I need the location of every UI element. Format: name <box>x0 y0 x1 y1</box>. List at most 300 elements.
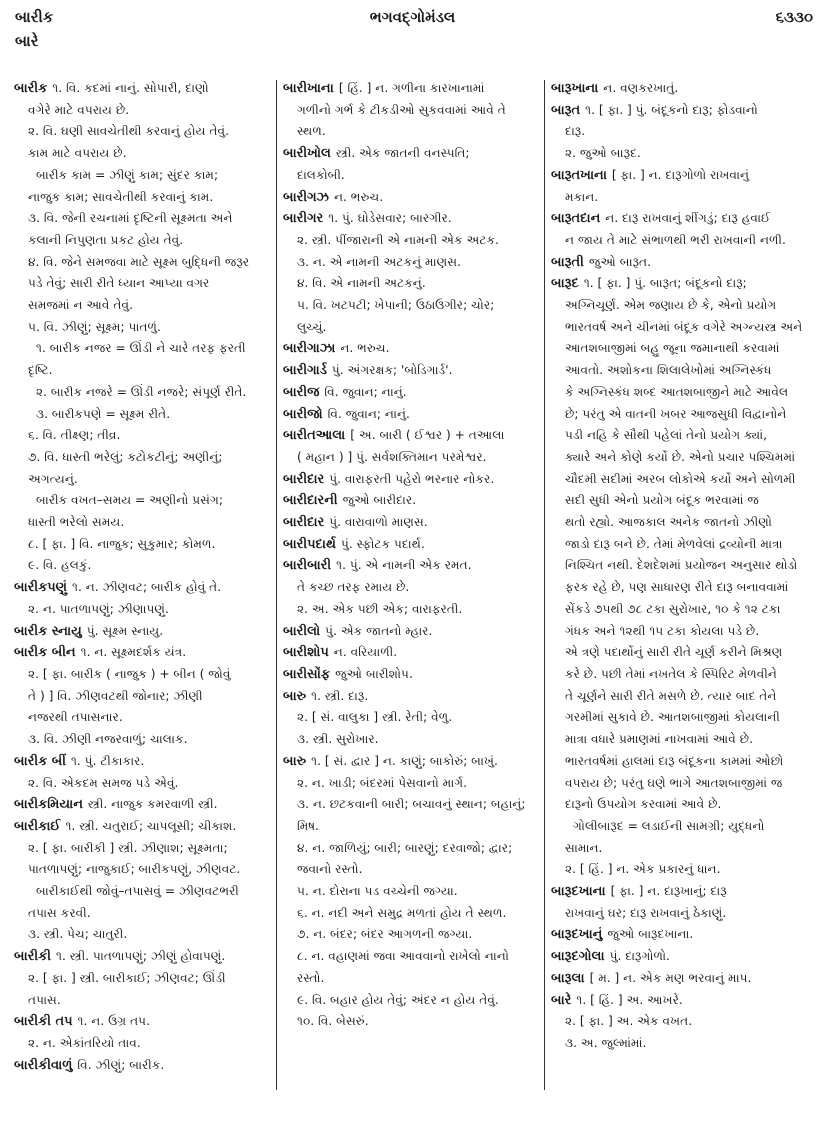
headword: બારુ <box>283 688 307 704</box>
definition-text: ન. વરિયાળી. <box>333 645 398 660</box>
entry-line <box>14 1011 272 1033</box>
definition-text: વિ. જુવાન; નાનું. <box>327 406 410 421</box>
definition-text: ન. ભરુચ. <box>340 341 390 356</box>
definition-text: જુઓ બારીદાર. <box>342 493 417 508</box>
definition-line <box>14 881 272 903</box>
definition-text: ૩. બારીકપણે = સૂક્ષ્મ રીતે. <box>36 406 171 421</box>
definition-text: કામ માટે વપરાય છે. <box>28 146 127 161</box>
entry-line <box>551 78 815 100</box>
headword: બારીગાર્ડ <box>283 363 327 379</box>
definition-text: આતશબાજીમાં બહુ જૂના જમાનાથી કરવામાં <box>565 341 780 356</box>
headword: બારૂદખાના <box>551 884 606 900</box>
definition-text: સેંકડે ૭૫થી ૭૮ ટકા સુરોખાર, ૧૦ કે ૧૨ ટકા <box>565 601 781 616</box>
definition-text: ૨. જુઓ બારૂદ. <box>565 146 641 161</box>
headword: બારીપદાર્થ <box>283 536 336 552</box>
definition-text: તપાસ કરવી. <box>28 905 91 920</box>
entry-line <box>283 187 541 209</box>
entry-line <box>14 751 272 773</box>
definition-text: કરે છે. પછી તેમાં નખતેલ કે સ્પિરિટ મેળવીને <box>565 666 777 681</box>
definition-text: ૧. [ ફા. ] પું. બંદૂકનો દારૂ; ફોડવાનો <box>585 102 758 117</box>
definition-line <box>283 447 541 469</box>
definition-line <box>551 838 815 860</box>
definition-line <box>551 230 815 252</box>
definition-text: ૪. વિ. એ નામની અટકનું. <box>297 276 426 291</box>
definition-line <box>14 187 272 209</box>
entry-line <box>551 100 815 122</box>
definition-text: ૯. વિ. બહાર હોય તેવું; અંદર ન હોય તેવું. <box>297 992 499 1007</box>
definition-line <box>283 230 541 252</box>
definition-text: તપાસ. <box>28 992 61 1007</box>
entry-line <box>551 273 815 295</box>
definition-text: ૨. બારીક નજરે = ઊંડી નજરે; સંપૂર્ણ રીતે. <box>36 384 247 399</box>
definition-text: ૬. વિ. તીક્ષ્ણ; તીવ્ર. <box>28 428 121 443</box>
definition-text: ૨. [ ફા. બારીક ( નાજુક ) + બીન ( જોવું <box>28 666 231 681</box>
headword: બારીખોલ <box>283 146 331 162</box>
definition-text: ધાસ્તી ભરેલો સમય. <box>28 515 125 530</box>
entry-line <box>14 794 272 816</box>
definition-text: કલાની નિપુણતા પ્રકટ હોય તેવું. <box>28 232 184 247</box>
definition-text: ન. ભરુચ. <box>333 189 384 204</box>
definition-text: નિશ્ચિત નથી. દેશદેશમાં પ્રયોજન અનુસાર થોડો <box>565 558 798 573</box>
headword: બારીક બીં <box>14 753 66 769</box>
definition-line <box>14 707 272 729</box>
entry-line <box>14 642 272 664</box>
definition-text: ૧. સ્ત્રી. ચતુરાઈ; ચાપલૂસી; ચીકાશ. <box>65 818 237 833</box>
definition-text: ગંધક અને ૧૨થી ૧૫ ટકા કોયલા પડે છે. <box>565 623 760 638</box>
definition-line <box>283 816 541 838</box>
definition-text: સ્ત્રી. નાજુક કમરવાળી સ્ત્રી. <box>87 797 218 812</box>
definition-line <box>14 1033 272 1055</box>
definition-line <box>14 773 272 795</box>
definition-text: ૨. વિ. એકદમ સમજ પડે એવું. <box>28 775 179 790</box>
definition-text: સ્થળ. <box>297 124 326 139</box>
entry-line <box>283 382 541 404</box>
headword: બારીજ <box>283 384 320 400</box>
definition-text: અગ્નિચૂર્ણ. એમ જણાય છે કે, એનો પ્રયોગ <box>565 298 777 313</box>
entry-line <box>551 946 815 968</box>
definition-text: પું. એક જાતનો મ્હાર. <box>325 623 433 638</box>
definition-text: પું. સૂક્ષ્મ સ્નાયુ. <box>86 623 164 638</box>
definition-line <box>283 903 541 925</box>
definition-text: જાડો દારૂ બને છે. તેમાં મેળવેલાં દ્રવ્યોની માત્રા <box>565 536 783 551</box>
entry-line <box>283 208 541 230</box>
definition-line <box>551 664 815 686</box>
definition-text: વિ. ઝીણું; બારીક. <box>77 1057 165 1072</box>
definition-text: મકાન. <box>565 189 599 204</box>
definition-text: ( મહાન ) ] પું. સર્વશક્તિમાન પરમેશ્વર. <box>297 449 487 464</box>
entry-line <box>283 686 541 708</box>
definition-line <box>551 317 815 339</box>
definition-text: રસ્તો. <box>297 970 325 985</box>
definition-line <box>283 273 541 295</box>
definition-text: ૩. સ્ત્રી. સુરોખાર. <box>297 732 379 747</box>
definition-text: સમજમાં ન આવે તેવું. <box>28 298 133 313</box>
entry-line <box>14 621 272 643</box>
definition-line <box>14 208 272 230</box>
headword: બારૂતી <box>551 254 584 270</box>
column-1 <box>14 78 272 1076</box>
definition-line <box>14 859 272 881</box>
definition-line <box>283 838 541 860</box>
definition-text: ૧. ન. ઉગ્ર તપ. <box>77 1014 150 1029</box>
definition-line <box>551 1011 815 1033</box>
definition-line <box>551 512 815 534</box>
headword: બારુ <box>283 753 307 769</box>
definition-line <box>14 534 272 556</box>
page-title: ભગવદ્ગોમંડલ <box>369 8 456 26</box>
headword: બારીકપણું <box>14 580 68 596</box>
definition-text: લુચ્ચું. <box>297 319 327 334</box>
definition-text: ૮. ન. વહાણમાં જવા આવવાનો રાખેલો નાનો <box>297 949 509 964</box>
definition-line <box>14 512 272 534</box>
headword: બારીગર <box>283 211 324 227</box>
entry-line <box>551 968 815 990</box>
definition-text: પડે તેવું; સારી રીતે ધ્યાન આપ્યા વગર <box>28 276 210 291</box>
definition-text: ૭. વિ. ધાસ્તી ભરેલું; કટોકટીનું; અણીનું; <box>28 449 223 464</box>
definition-text: [ અ. બારી ( ઈશ્વર ) + તઆલા <box>350 428 505 443</box>
definition-text: દૃષ્ટિ. <box>28 363 53 378</box>
definition-text: વપરાય છે; પરંતુ ઘણે ભાગે આતશબાજીમાં જ <box>565 775 783 790</box>
entry-line <box>551 990 815 1012</box>
definition-text: આવતો. અશોકના શિલાલેખોમાં અગ્નિસ્કંધ <box>565 363 772 378</box>
definition-line <box>551 187 815 209</box>
definition-text: ન જાય તે માટે સંભાળથી ભરી રાખવાની નળી. <box>565 232 786 247</box>
definition-text: થતો રહ્યો. આજકાલ અનેક જાતનો ઝીણો <box>565 515 772 530</box>
headword: બારીકી <box>14 949 51 965</box>
definition-text: ૧. [ ફા. ] પું. બારૂત; બંદૂકનો દારૂ; <box>583 276 747 291</box>
definition-line <box>551 295 815 317</box>
definition-line <box>283 252 541 274</box>
headword: બારૂત <box>551 102 581 118</box>
definition-text: ૪. ન. જાળિયું; બારી; બારણું; દરવાજો; દ્વાર; <box>297 840 513 855</box>
definition-line <box>283 707 541 729</box>
definition-line <box>551 490 815 512</box>
definition-line <box>551 425 815 447</box>
entry-line <box>283 534 541 556</box>
entry-line <box>283 469 541 491</box>
definition-text: ૨. [ ફા. બારીકી ] સ્ત્રી. ઝીણાશ; સૂક્ષ્મતા; <box>28 840 228 855</box>
definition-line <box>14 273 272 295</box>
definition-line <box>14 121 272 143</box>
definition-text: ૧. સ્ત્રી. પાતળાપણું; ઝીણું હોવાપણું. <box>55 949 226 964</box>
definition-text: ૨. ન. એકાંતરિયો તાવ. <box>28 1035 141 1050</box>
column-3 <box>551 78 815 1055</box>
definition-line <box>283 165 541 187</box>
definition-text: જવાનો રસ્તો. <box>297 862 363 877</box>
definition-line <box>283 317 541 339</box>
definition-line <box>551 903 815 925</box>
entry-line <box>283 751 541 773</box>
definition-text: મિષ. <box>297 818 320 833</box>
column-2 <box>283 78 541 1033</box>
definition-text: છે; પરંતુ એ વાતની ખબર આજસુધી વિદ્વાનોને <box>565 406 787 421</box>
definition-text: ૩. ન. છટકવાની બારી; બચાવનું સ્થાન; બહાનું; <box>297 797 526 812</box>
definition-line <box>551 729 815 751</box>
definition-text: રાખવાનું ઘર; દારૂ રાખવાનું ઠેકાણું. <box>565 905 727 920</box>
definition-text: ચૌદમી સદીમાં અરબ લોકોએ કર્યો અને સોળમી <box>565 471 796 486</box>
definition-line <box>551 707 815 729</box>
definition-line <box>551 534 815 556</box>
definition-text: [ મ. ] ન. એક મણ ભરવાનું માપ. <box>589 970 752 985</box>
definition-text: ૧. પું. ઘોડેસવાર; બારગીર. <box>328 211 452 226</box>
entry-line <box>14 577 272 599</box>
definition-line <box>14 838 272 860</box>
definition-line <box>551 599 815 621</box>
headword: બારૂતખાના <box>551 167 607 183</box>
definition-text: બારીક વખત–સમય = અણીનો પ્રસંગ; <box>36 493 223 508</box>
definition-text: માત્રા વધારે પ્રમાણમાં નાખવામાં આવે છે. <box>565 732 753 747</box>
definition-line <box>283 946 541 968</box>
definition-text: ક્યારે અને કોણે કર્યો છે. એનો પ્રચાર પશ્ચિમમાં <box>565 449 796 464</box>
headword: બારૂદગોલા <box>551 949 605 965</box>
definition-line <box>551 751 815 773</box>
definition-line <box>283 794 541 816</box>
entry-line <box>283 425 541 447</box>
definition-line <box>14 924 272 946</box>
definition-line <box>14 599 272 621</box>
definition-text: પું. વારાફરતી પહેરો ભરનાર નોકર. <box>329 471 495 486</box>
definition-text: અગત્યનું. <box>28 471 78 486</box>
definition-line <box>551 143 815 165</box>
definition-text: તે કચ્છ તરફ રમાય છે. <box>297 580 410 595</box>
entry-line <box>14 1055 272 1077</box>
entry-line <box>283 621 541 643</box>
entry-line <box>551 208 815 230</box>
headword: બારીશોપ <box>283 645 329 661</box>
headword: બારીજો <box>283 406 323 422</box>
column-divider <box>544 80 545 1090</box>
definition-line <box>551 621 815 643</box>
entry-line <box>283 338 541 360</box>
headword: બારીલો <box>283 623 321 639</box>
definition-line <box>14 338 272 360</box>
definition-text: દાલકોબી. <box>297 167 345 182</box>
definition-line <box>14 425 272 447</box>
definition-line <box>283 968 541 990</box>
definition-line <box>551 859 815 881</box>
definition-line <box>14 968 272 990</box>
definition-line <box>551 447 815 469</box>
definition-line <box>283 100 541 122</box>
definition-text: ૩. ન. એ નામની અટકનું માણસ. <box>297 254 462 269</box>
definition-line <box>283 121 541 143</box>
headword: બારીગઝ <box>283 189 329 205</box>
definition-text: પું. દારૂગોળો. <box>609 949 670 964</box>
definition-line <box>14 404 272 426</box>
headword: બારૂતદાન <box>551 211 601 227</box>
definition-text: જુઓ બારૂત. <box>588 254 652 269</box>
headword: બારીકાઈ <box>14 818 61 834</box>
definition-text: ૧. [ સં. દ્વાર ] ન. કાણું; બાકોરું; બાખું. <box>311 753 498 768</box>
definition-line <box>283 1011 541 1033</box>
definition-text: ૨. ન. ખાડી; બંદરમાં પેસવાનો માર્ગ. <box>297 775 467 790</box>
entry-line <box>283 664 541 686</box>
definition-text: ૧. પું. ટીકાકાર. <box>70 753 145 768</box>
definition-text: પું. સ્ફોટક પદાર્થ. <box>340 536 425 551</box>
definition-line <box>14 382 272 404</box>
definition-line <box>14 990 272 1012</box>
definition-line <box>283 295 541 317</box>
definition-text: એ ત્રણે પદાર્થોનું સારી રીતે ચૂર્ણ કરીને મિશ્રણ <box>565 645 783 660</box>
definition-line <box>14 490 272 512</box>
definition-text: ૧. ન. ઝીણવટ; બારીક હોવું તે. <box>72 580 222 595</box>
definition-line <box>14 230 272 252</box>
definition-line <box>551 360 815 382</box>
headword: બારીક <box>14 81 48 96</box>
definition-text: બારીક કામ = ઝીણું કામ; સુંદર કામ; <box>36 167 219 182</box>
entry-line <box>14 78 272 100</box>
definition-text: વગેરે માટે વપરાય છે. <box>28 102 130 117</box>
definition-text: સ્ત્રી. એક જાતની વનસ્પતિ; <box>335 146 470 161</box>
definition-text: ૮. [ ફા. ] વિ. નાજુક; સુકુમાર; કોમળ. <box>28 536 216 551</box>
definition-text: પાતળાપણું; નાજુકાઈ; બારીકપણું, ઝીણવટ. <box>28 862 241 877</box>
definition-line <box>551 1033 815 1055</box>
headword: બારીખાના <box>283 81 334 96</box>
entry-line <box>283 78 541 100</box>
definition-text: કે અગ્નિસ્કંધ શબ્દ આતશબાજીને માટે આવેલ <box>565 384 789 399</box>
definition-line <box>14 664 272 686</box>
definition-text: જુઓ બારીશોપ. <box>335 666 413 681</box>
definition-text: સામાન. <box>565 840 603 855</box>
definition-text: સદી સુધી એનો પ્રયોગ બંદૂક ભરવામાં જ <box>565 493 759 508</box>
definition-text: ૩. સ્ત્રી. પેચ; ચાતુરી. <box>28 927 128 942</box>
headword: બારૂખાના <box>551 81 599 96</box>
definition-line <box>551 794 815 816</box>
definition-text: ગરમીમાં સુકાવે છે. આતશબાજીમાં કોયલાની <box>565 710 780 725</box>
entry-line <box>283 360 541 382</box>
definition-line <box>551 338 815 360</box>
definition-text: પું. અંગરક્ષક; 'બોડિગાર્ડ'. <box>331 363 453 378</box>
headword: બારીદાર <box>283 515 325 531</box>
definition-text: ૯. વિ. હલકું. <box>28 558 92 573</box>
definition-line <box>283 577 541 599</box>
headword: બારીકી તપ <box>14 1014 73 1030</box>
entry-line <box>14 946 272 968</box>
definition-text: તે ) ] વિ. ઝીણવટથી જોનાર; ઝીણી <box>28 688 203 703</box>
definition-text: ૧. સ્ત્રી. દારૂ. <box>311 688 369 703</box>
headword: બારીબારી <box>283 558 332 574</box>
headword: બારીકમિયાન <box>14 797 83 813</box>
headword: બારીતઆલા <box>283 428 346 444</box>
definition-text: [ ફા. ] ન. દારૂખાનું; દારૂ <box>610 884 727 899</box>
definition-text: બારીકાઈથી જોવું–તપાસવું = ઝીણવટભરી <box>36 884 239 899</box>
definition-text: દારૂ. <box>565 124 586 139</box>
definition-text: ફરક રહે છે, પણ સાધારણ રીતે દારૂ બનાવવામાં <box>565 580 789 595</box>
page-number: ૬૩૩૦ <box>775 8 813 26</box>
definition-line <box>551 642 815 664</box>
entry-line <box>283 512 541 534</box>
guide-word-last: બારે <box>15 32 39 50</box>
definition-text: ભારતવર્ષમાં હાલમાં દારૂ બંદૂકના કામમાં ઓછો <box>565 753 784 768</box>
definition-line <box>283 924 541 946</box>
definition-text: ગળીનો ગર્ભ કે ટીકડીઓ સુકવવામાં આવે તે <box>297 102 506 117</box>
definition-line <box>551 555 815 577</box>
entry-line <box>551 165 815 187</box>
definition-text: તે ચૂર્ણને સારી રીતે મસળે છે. ત્યાર બાદ તેને <box>565 688 777 703</box>
definition-text: ૨. સ્ત્રી. પીંજારાની એ નામની એક અટક. <box>297 232 499 247</box>
entry-line <box>551 881 815 903</box>
definition-text: પું. વારાવાળો માણસ. <box>329 515 428 530</box>
definition-text: ૨. [ ફા. ] સ્ત્રી. બારીકાઈ; ઝીણવટ; ઊંડી <box>28 970 226 985</box>
definition-text: [ હિં. ] ન. ગળીના કારખાનામાં <box>338 81 485 95</box>
definition-line <box>14 317 272 339</box>
definition-line <box>14 903 272 925</box>
headword: બારૂદખાનું <box>551 927 603 943</box>
definition-text: ૫. ન. દોરાના પડ વચ્ચેની જગ્યા. <box>297 884 458 899</box>
entry-line <box>14 816 272 838</box>
definition-text: દારૂનો ઉપયોગ કરવામાં આવે છે. <box>565 797 722 812</box>
definition-line <box>14 555 272 577</box>
definition-text: ૨. [ હિં. ] ન. એક પ્રકારનું ધાન. <box>565 862 721 877</box>
headword: બારે <box>551 992 572 1008</box>
entry-line <box>551 252 815 274</box>
headword: બારીદારની <box>283 493 338 509</box>
definition-line <box>14 686 272 708</box>
entry-line <box>551 924 815 946</box>
definition-text: ભારતવર્ષ અને ચીનમાં બંદૂક વગેરે અગ્ન્યસ્ત્ર અને <box>565 319 803 334</box>
headword: બારીગાઝા <box>283 341 336 357</box>
definition-line <box>283 859 541 881</box>
headword: બારીક બીન <box>14 645 76 661</box>
definition-text: નાજુક કામ; સાવચેતીથી કરવાનું કામ. <box>28 189 214 204</box>
definition-text: ૧. [ હિં. ] અ. આખરે. <box>576 992 683 1007</box>
definition-line <box>14 447 272 469</box>
definition-line <box>14 100 272 122</box>
definition-line <box>551 382 815 404</box>
definition-line <box>551 773 815 795</box>
definition-line <box>14 729 272 751</box>
headword: બારીકીવાળું <box>14 1057 73 1073</box>
definition-text: ૨. ન. પાતળાપણું; ઝીણાપણું. <box>28 601 169 616</box>
entry-line <box>283 555 541 577</box>
entry-line <box>283 490 541 512</box>
entry-line <box>283 404 541 426</box>
definition-text: ૧. ન. સૂક્ષ્મદર્શક યંત્ર. <box>80 645 187 660</box>
definition-line <box>551 686 815 708</box>
definition-text: ગોલીબારૂદ = લડાઈની સામગ્રી; યુદ્ધનો <box>573 818 765 833</box>
definition-line <box>283 881 541 903</box>
headword: બારીક સ્નાયુ <box>14 623 82 639</box>
definition-text: ૨. વિ. ઘણી સાવચેતીથી કરવાનું હોય તેવું. <box>28 124 229 139</box>
definition-text: ન. વણકરખાતું. <box>603 81 679 95</box>
definition-line <box>551 816 815 838</box>
column-divider <box>276 80 277 1090</box>
entry-line <box>283 642 541 664</box>
definition-line <box>14 469 272 491</box>
definition-line <box>551 121 815 143</box>
definition-text: ૩. વિ. ઝીણી નજરવાળું; ચાલાક. <box>28 732 188 747</box>
headword: બારૂદ <box>551 276 579 292</box>
headword: બારૂલા <box>551 970 585 986</box>
definition-text: ૬. ન. નદી અને સમુદ્ર મળતાં હોય તે સ્થળ. <box>297 905 507 920</box>
definition-text: ૪. વિ. જેને સમજવા માટે સૂક્ષ્મ બુદ્ધિની જરૂર <box>28 254 250 269</box>
definition-text: ૩. અ. જુલ્માંમાં. <box>565 1035 647 1050</box>
definition-line <box>14 165 272 187</box>
definition-line <box>14 252 272 274</box>
definition-line <box>14 143 272 165</box>
definition-line <box>283 729 541 751</box>
definition-text: જુઓ બારૂદખાના. <box>607 927 694 942</box>
definition-text: ૭. ન. બંદર; બંદર આગળની જગ્યા. <box>297 927 473 942</box>
definition-text: ૫. વિ. ઝીણું; સૂક્ષ્મ; પાતળું. <box>28 319 161 334</box>
definition-text: ૧. પું. એ નામની એક રમત. <box>336 558 472 573</box>
definition-text: [ ફા. ] ન. દારૂગોળો રાખવાનું <box>611 167 750 182</box>
entry-line <box>283 143 541 165</box>
definition-text: ૧૦. વિ. બેસરું. <box>297 1014 369 1029</box>
definition-text: ૩. વિ. જેની રચનામાં દૃષ્ટિની સૂક્ષ્મતા અને <box>28 211 233 226</box>
definition-line <box>551 577 815 599</box>
headword: બારીદાર <box>283 471 325 487</box>
